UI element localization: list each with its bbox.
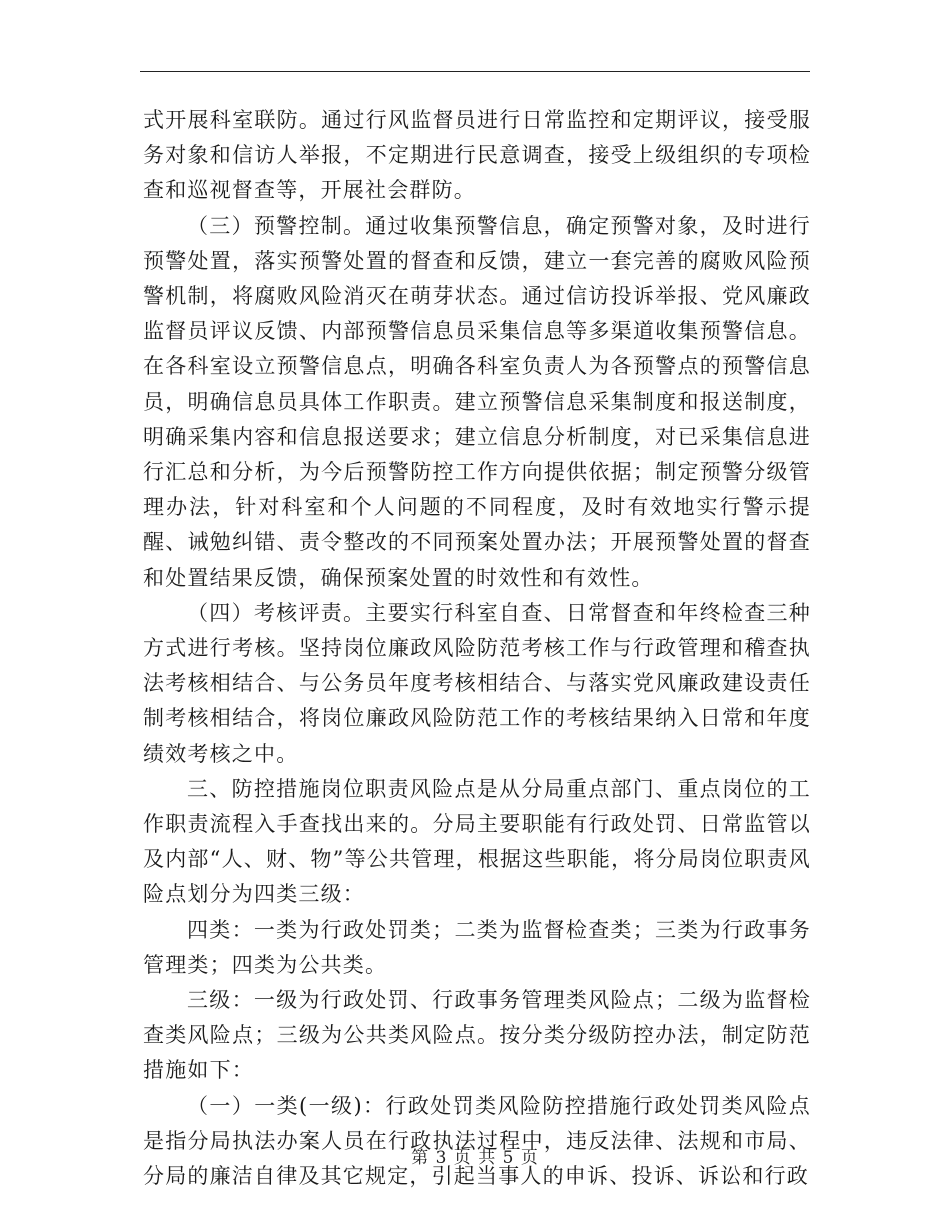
paragraph-assessment: （四）考核评责。主要实行科室自查、日常督查和年终检查三种方式进行考核。坚持岗位廉政风险防范考核工作与行政管理和稽查执法考核相结合、与公务员年度考核相结合、与落实党风廉政建设责任制考核相结合，将岗位廉政风险防范工作的考核结果纳入日常和年度绩效考核之中。 xyxy=(143,600,811,766)
header-rule xyxy=(140,71,810,72)
page-footer xyxy=(0,1143,950,1168)
paragraph-warning-control: （三）预警控制。通过收集预警信息，确定预警对象，及时进行预警处置，落实预警处置的督查和反馈，建立一套完善的腐败风险预警机制，将腐败风险消灭在萌芽状态。通过信访投诉举报、党风廉政监督员评议反馈、内部预警信息员采集信息等多渠道收集预警信息。在各科室设立预警信息点，明确各科室负责人为各预警点的预警信息员，明确信息员具体工作职责。建立预警信息采集制度和报送制度，明确采集内容和信息报送要求；建立信息分析制度，对已采集信息进行汇总和分析，为今后预警防控工作方向提供依据；制定预警分级管理办法，针对科室和个人问题的不同程度，及时有效地实行警示提醒、诫勉纠错、责令整改的不同预案处置办法；开展预警处置的督查和处置结果反馈，确保预案处置的时效性和有效性。 xyxy=(143,213,811,590)
paragraph-category-one: （一）一类(一级)：行政处罚类风险防控措施行政处罚类风险点是指分局执法办案人员在行政执法过程中，违反法律、法规和市局、分局的廉洁自律及其它规定，引起当事人的申诉、投诉、诉讼和行政 xyxy=(143,1093,811,1189)
page-number: 第 3 页 共 5 页 xyxy=(411,1148,539,1168)
document-body xyxy=(143,103,811,1194)
paragraph-prevention-measures: 三、防控措施岗位职责风险点是从分局重点部门、重点岗位的工作职责流程入手查找出来的。分局主要职能有行政处罚、日常监管以及内部“人、财、物”等公共管理，根据这些职能，将分局岗位职责风险点划分为四类三级： xyxy=(143,776,811,907)
paragraph-continuation: 式开展科室联防。通过行风监督员进行日常监控和定期评议，接受服务对象和信访人举报，不定期进行民意调查，接受上级组织的专项检查和巡视督查等，开展社会群防。 xyxy=(143,108,811,203)
paragraph-four-categories: 四类：一类为行政处罚类；二类为监督检查类；三类为行政事务管理类；四类为公共类。 xyxy=(143,917,811,977)
paragraph-three-levels: 三级：一级为行政处罚、行政事务管理类风险点；二级为监督检查类风险点；三级为公共类风险点。按分类分级防控办法，制定防范措施如下： xyxy=(143,988,811,1083)
